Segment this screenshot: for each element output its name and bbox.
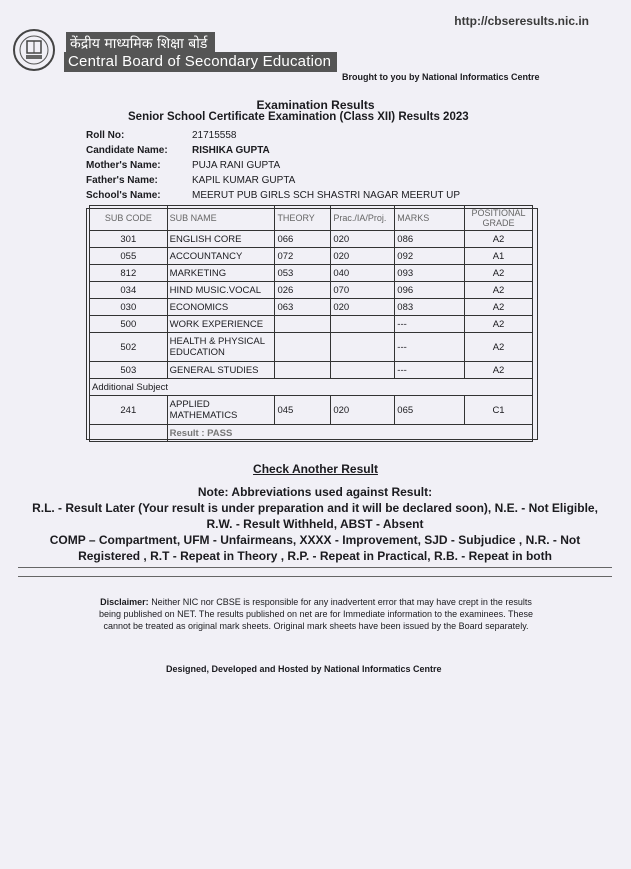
practical-marks: 020 [331, 299, 395, 316]
practical-marks: 020 [331, 248, 395, 265]
school-name-value: MEERUT PUB GIRLS SCH SHASTRI NAGAR MEERUT UP [192, 190, 461, 201]
header-positional-grade: POSITIONAL GRADE [465, 206, 533, 231]
table-row [90, 231, 533, 248]
sub-code: 034 [90, 282, 168, 299]
theory-marks: 053 [275, 265, 331, 282]
mother-name-label: Mother's Name: [86, 160, 161, 171]
marks-table [89, 205, 533, 442]
roll-no-value: 21715558 [192, 130, 237, 141]
sub-name: HIND MUSIC.VOCAL [167, 282, 275, 299]
candidate-name-label: Candidate Name: [86, 145, 168, 156]
result-spacer [90, 425, 168, 442]
sub-code: 502 [90, 333, 168, 362]
total-marks: --- [395, 333, 465, 362]
theory-marks: 026 [275, 282, 331, 299]
exam-name: Senior School Certificate Examination (Class XII) Results 2023 [128, 111, 469, 123]
total-marks: --- [395, 316, 465, 333]
site-url: http://cbseresults.nic.in [454, 14, 589, 28]
grade: A1 [465, 248, 533, 265]
practical-marks [331, 333, 395, 362]
table-row [90, 333, 533, 362]
theory-marks: 072 [275, 248, 331, 265]
total-marks: 093 [395, 265, 465, 282]
mother-name-value: PUJA RANI GUPTA [192, 160, 281, 171]
note-line-2: COMP – Compartment, UFM - Unfairmeans, XXXX - Improvement, SJD - Subjudice , N.R. - Not Registered , R.T - Repeat in Theory , R.P. - Repeat in Practical, R.B. - Repeat in both [49, 533, 581, 563]
disclaimer-label: Disclaimer: [100, 597, 149, 607]
english-board-title: Central Board of Secondary Education [64, 52, 337, 72]
grade: A2 [465, 265, 533, 282]
practical-marks: 070 [331, 282, 395, 299]
school-name-label: School's Name: [86, 190, 161, 201]
theory-marks [275, 316, 331, 333]
practical-marks [331, 362, 395, 379]
sub-name: ACCOUNTANCY [167, 248, 275, 265]
abbreviation-note [20, 484, 610, 564]
table-row [90, 248, 533, 265]
header-sub-name: SUB NAME [167, 206, 275, 231]
sub-code: 812 [90, 265, 168, 282]
hindi-board-title: केंद्रीय माध्यमिक शिक्षा बोर्ड [66, 32, 215, 55]
table-header-row [90, 206, 533, 231]
header-marks: MARKS [395, 206, 465, 231]
header-sub-code: SUB CODE [90, 206, 168, 231]
header-practical: Prac./IA/Proj. [331, 206, 395, 231]
theory-marks [275, 362, 331, 379]
theory-marks: 066 [275, 231, 331, 248]
sub-code: 503 [90, 362, 168, 379]
total-marks: --- [395, 362, 465, 379]
divider-top [18, 567, 612, 568]
father-name-value: KAPIL KUMAR GUPTA [192, 175, 296, 186]
table-row [90, 362, 533, 379]
sub-code: 301 [90, 231, 168, 248]
result-row [90, 425, 533, 442]
sub-name: MARKETING [167, 265, 275, 282]
sub-name: GENERAL STUDIES [167, 362, 275, 379]
result-label: Result : [169, 427, 205, 439]
father-name-label: Father's Name: [86, 175, 158, 186]
note-line-1: R.L. - Result Later (Your result is under preparation and it will be declared soon), N.E. - Not Eligible, R.W. - Result Withheld, ABST - Absent [32, 501, 598, 531]
disclaimer-text: Neither NIC nor CBSE is responsible for any inadvertent error that may have crept in the results being published on NET. The results published on net are for Immediate information to the examinees. These cannot be treated as original mark sheets. Original mark sheets have been issued by the Board separately. [99, 597, 533, 631]
sub-name: WORK EXPERIENCE [167, 316, 275, 333]
note-title: Note: Abbreviations used against Result: [197, 485, 433, 499]
additional-subject-label: Additional Subject [90, 379, 533, 396]
table-row [90, 282, 533, 299]
check-another-result-link[interactable]: Check Another Result [253, 462, 378, 476]
sub-name: ECONOMICS [167, 299, 275, 316]
sub-code: 500 [90, 316, 168, 333]
total-marks: 092 [395, 248, 465, 265]
additional-subject-row [90, 379, 533, 396]
sub-code: 030 [90, 299, 168, 316]
brought-by-text: Brought to you by National Informatics Centre [342, 72, 540, 82]
theory-marks: 063 [275, 299, 331, 316]
total-marks: 096 [395, 282, 465, 299]
result-value: PASS [207, 427, 233, 439]
total-marks: 086 [395, 231, 465, 248]
grade: A2 [465, 333, 533, 362]
theory-marks [275, 333, 331, 362]
grade: A2 [465, 231, 533, 248]
total-marks: 083 [395, 299, 465, 316]
candidate-name-value: RISHIKA GUPTA [192, 145, 270, 156]
divider-bottom [18, 576, 612, 577]
exam-results-heading: Examination Results [256, 98, 375, 112]
grade: A2 [465, 299, 533, 316]
sub-name: HEALTH & PHYSICAL EDUCATION [167, 333, 275, 362]
practical-marks [331, 316, 395, 333]
grade: A2 [465, 362, 533, 379]
candidate-details [86, 128, 460, 203]
roll-no-label: Roll No: [86, 130, 125, 141]
sub-name: APPLIED MATHEMATICS [167, 396, 275, 425]
sub-code: 241 [90, 396, 168, 425]
practical-marks: 020 [331, 231, 395, 248]
disclaimer [96, 596, 536, 632]
practical-marks: 020 [331, 396, 395, 425]
practical-marks: 040 [331, 265, 395, 282]
table-row [90, 299, 533, 316]
table-row [90, 265, 533, 282]
result-cell [167, 425, 532, 442]
sub-name: ENGLISH CORE [167, 231, 275, 248]
grade: A2 [465, 316, 533, 333]
total-marks: 065 [395, 396, 465, 425]
table-row [90, 396, 533, 425]
cbse-logo-icon [12, 28, 56, 72]
grade: C1 [465, 396, 533, 425]
sub-code: 055 [90, 248, 168, 265]
header-theory: THEORY [275, 206, 331, 231]
table-row [90, 316, 533, 333]
grade: A2 [465, 282, 533, 299]
footer-credit: Designed, Developed and Hosted by National Informatics Centre [166, 664, 442, 674]
theory-marks: 045 [275, 396, 331, 425]
